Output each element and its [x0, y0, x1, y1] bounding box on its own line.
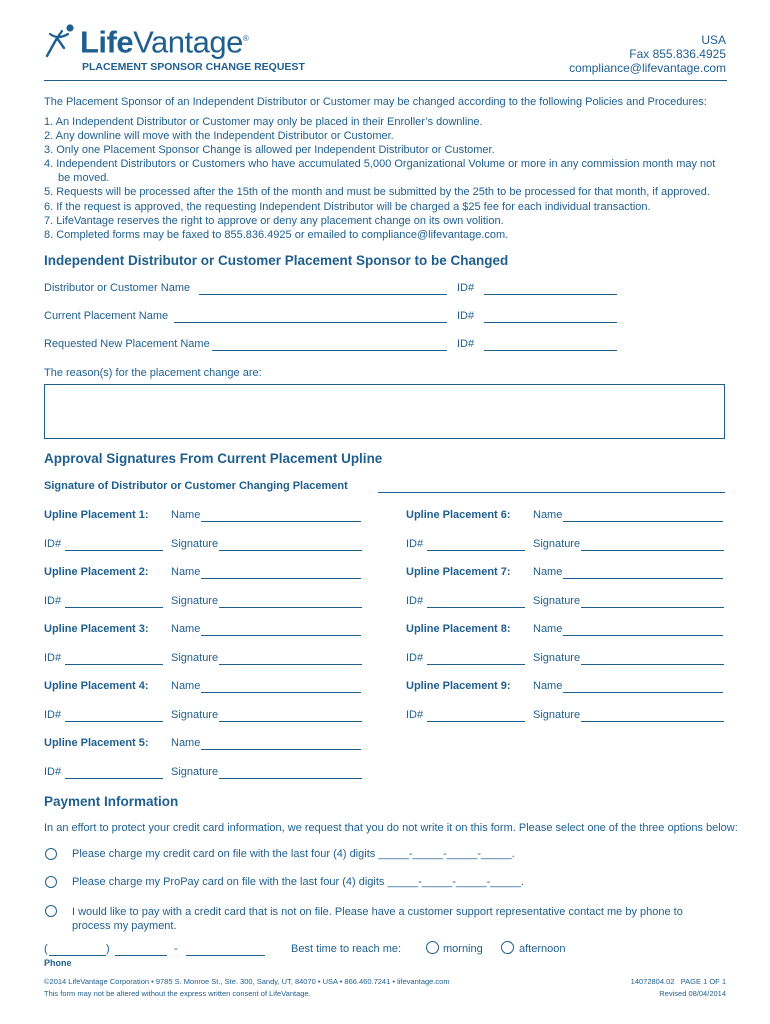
requested-id-field[interactable]: [484, 350, 617, 351]
option1-radio[interactable]: [45, 848, 57, 860]
upline-signature-field[interactable]: [219, 550, 362, 551]
upline-id-field[interactable]: [427, 664, 525, 665]
upline-placement-label: Upline Placement 3:: [44, 623, 149, 635]
current-id-label: ID#: [457, 310, 475, 322]
phone-paren-close: ): [106, 943, 110, 955]
option2-label: Please charge my ProPay card on file with the last four (4) digits _____-_____-_____-_____.: [72, 876, 524, 888]
upline-name-field[interactable]: [201, 578, 361, 579]
country: USA: [701, 33, 726, 47]
upline-placement-label: Upline Placement 1:: [44, 509, 149, 521]
footer-left-2: This form may not be altered without the express written consent of LifeVantage.: [44, 989, 311, 998]
upline-id-field[interactable]: [427, 550, 525, 551]
footer-right-1: 14072804.02 PAGE 1 OF 1: [630, 977, 726, 986]
upline-name-label: Name: [171, 680, 201, 692]
upline-signature-field[interactable]: [219, 778, 362, 779]
option2-radio[interactable]: [45, 876, 57, 888]
phone-dash: -: [174, 943, 178, 955]
distributor-id-label: ID#: [457, 282, 475, 294]
option3-line2: process my payment.: [72, 920, 177, 932]
option3-label: [72, 905, 683, 933]
phone-prefix-field[interactable]: [115, 955, 167, 956]
footer-left-1: ©2014 LifeVantage Corporation • 9785 S. Monroe St., Ste. 300, Sandy, UT, 84070 • USA • 866.460.7241 • lifevantage.com: [44, 977, 450, 986]
upline-name-field[interactable]: [201, 692, 361, 693]
upline-signature-label: Signature: [171, 709, 219, 721]
distributor-signature-label: Signature of Distributor or Customer Changing Placement: [44, 480, 348, 492]
policy-item: 2. Any downline will move with the Independent Distributor or Customer.: [44, 130, 394, 143]
payment-note: In an effort to protect your credit card information, we request that you do not write it on this form. Please select one of the three options below:: [44, 822, 738, 834]
upline-name-field[interactable]: [201, 521, 361, 522]
upline-signature-label: Signature: [171, 766, 219, 778]
upline-id-label: ID#: [406, 538, 424, 550]
distributor-name-field[interactable]: [199, 294, 447, 295]
upline-id-label: ID#: [44, 538, 62, 550]
upline-id-label: ID#: [44, 595, 62, 607]
payment-heading: Payment Information: [44, 794, 179, 809]
reason-textarea[interactable]: [44, 384, 725, 439]
policy-item: 1. An Independent Distributor or Customer may only be placed in their Enroller’s downline.: [44, 116, 483, 128]
morning-radio[interactable]: [426, 941, 439, 954]
distributor-name-label: Distributor or Customer Name: [44, 282, 191, 294]
current-placement-label: Current Placement Name: [44, 310, 169, 322]
form-title: PLACEMENT SPONSOR CHANGE REQUEST: [82, 61, 305, 73]
upline-name-label: Name: [171, 623, 201, 635]
policy-item: 6. If the request is approved, the requesting Independent Distributor will be charged a $25 fee for each individual transaction.: [44, 200, 651, 213]
upline-signature-label: Signature: [171, 652, 219, 664]
logo: LifeVantage®: [44, 20, 274, 62]
upline-name-label: Name: [171, 509, 201, 521]
policy-item: 4. Independent Distributors or Customers who have accumulated 5,000 Organizational Volume or more in any commission month may not: [44, 158, 716, 171]
policy-item: 8. Completed forms may be faxed to 855.836.4925 or emailed to compliance@lifevantage.com.: [44, 228, 509, 241]
upline-name-label: Name: [171, 566, 201, 578]
section1-heading: Independent Distributor or Customer Placement Sponsor to be Changed: [44, 253, 509, 268]
upline-signature-label: Signature: [533, 595, 581, 607]
upline-placement-label: Upline Placement 9:: [406, 680, 511, 692]
upline-signature-field[interactable]: [581, 607, 724, 608]
upline-name-label: Name: [171, 737, 201, 749]
upline-name-field[interactable]: [563, 635, 723, 636]
option3-line1: I would like to pay with a credit card that is not on file. Please have a customer support representative contact me by phone to: [72, 906, 683, 918]
upline-id-label: ID#: [44, 766, 62, 778]
upline-signature-field[interactable]: [581, 721, 724, 722]
reason-label: The reason(s) for the placement change are:: [44, 367, 262, 379]
upline-signature-label: Signature: [533, 709, 581, 721]
upline-id-label: ID#: [44, 709, 62, 721]
upline-name-label: Name: [533, 566, 563, 578]
policy-item: 3. Only one Placement Sponsor Change is allowed per Independent Distributor or Customer.: [44, 144, 495, 157]
policies-intro: The Placement Sponsor of an Independent Distributor or Customer may be changed according to the following Policies and Procedures:: [44, 96, 707, 108]
fax: Fax 855.836.4925: [629, 47, 726, 61]
upline-signature-label: Signature: [171, 538, 219, 550]
policy-item: be moved.: [58, 172, 110, 185]
distributor-id-field[interactable]: [484, 294, 617, 295]
policy-item: 5. Requests will be processed after the 15th of the month and must be submitted by the 25th to be processed for that month, if approved.: [44, 186, 710, 199]
upline-id-label: ID#: [406, 652, 424, 664]
upline-name-label: Name: [533, 623, 563, 635]
upline-signature-label: Signature: [171, 595, 219, 607]
phone-paren-open: (: [44, 943, 48, 955]
upline-id-field[interactable]: [65, 664, 163, 665]
current-placement-field[interactable]: [174, 322, 447, 323]
upline-placement-label: Upline Placement 8:: [406, 623, 511, 635]
upline-signature-label: Signature: [533, 538, 581, 550]
upline-signature-field[interactable]: [219, 721, 362, 722]
upline-signature-field[interactable]: [581, 550, 724, 551]
morning-label: morning: [443, 943, 483, 955]
upline-id-field[interactable]: [65, 721, 163, 722]
upline-id-field[interactable]: [65, 778, 163, 779]
upline-placement-label: Upline Placement 5:: [44, 737, 149, 749]
distributor-signature-field[interactable]: [378, 492, 725, 493]
upline-id-field[interactable]: [65, 550, 163, 551]
upline-name-field[interactable]: [563, 578, 723, 579]
section2-heading: Approval Signatures From Current Placement Upline: [44, 451, 383, 466]
option1-label: Please charge my credit card on file with the last four (4) digits _____-_____-_____-_____.: [72, 848, 515, 860]
phone-label: Phone: [44, 958, 72, 968]
upline-placement-label: Upline Placement 4:: [44, 680, 149, 692]
upline-name-field[interactable]: [563, 692, 723, 693]
option3-radio[interactable]: [45, 905, 57, 917]
upline-name-field[interactable]: [201, 635, 361, 636]
upline-id-label: ID#: [406, 709, 424, 721]
upline-name-field[interactable]: [201, 749, 361, 750]
email: compliance@lifevantage.com: [569, 61, 726, 75]
upline-id-field[interactable]: [65, 607, 163, 608]
upline-name-label: Name: [533, 680, 563, 692]
upline-name-label: Name: [533, 509, 563, 521]
phone-area-field[interactable]: [49, 955, 106, 956]
brand-life: Life: [80, 24, 134, 60]
policies-list: [44, 115, 715, 242]
requested-placement-field[interactable]: [212, 350, 447, 351]
logo-figure-icon: [44, 22, 78, 58]
upline-signature-field[interactable]: [581, 664, 724, 665]
requested-placement-label: Requested New Placement Name: [44, 338, 210, 350]
upline-signature-label: Signature: [533, 652, 581, 664]
upline-signature-field[interactable]: [219, 664, 362, 665]
afternoon-label: afternoon: [519, 943, 566, 955]
upline-name-field[interactable]: [563, 521, 723, 522]
header-divider: [44, 80, 727, 81]
requested-id-label: ID#: [457, 338, 475, 350]
brand-vantage: Vantage: [133, 24, 243, 60]
upline-id-field[interactable]: [427, 721, 525, 722]
footer-right-2: Revised 08/04/2014: [659, 989, 726, 998]
upline-placement-label: Upline Placement 2:: [44, 566, 149, 578]
upline-placement-label: Upline Placement 6:: [406, 509, 511, 521]
upline-signature-field[interactable]: [219, 607, 362, 608]
best-time-label: Best time to reach me:: [291, 943, 402, 955]
upline-id-label: ID#: [406, 595, 424, 607]
phone-line-field[interactable]: [186, 955, 265, 956]
upline-id-field[interactable]: [427, 607, 525, 608]
afternoon-radio[interactable]: [501, 941, 514, 954]
upline-placement-label: Upline Placement 7:: [406, 566, 511, 578]
policy-item: 7. LifeVantage reserves the right to approve or deny any placement change on its own volition.: [44, 214, 504, 227]
current-id-field[interactable]: [484, 322, 617, 323]
upline-id-label: ID#: [44, 652, 62, 664]
